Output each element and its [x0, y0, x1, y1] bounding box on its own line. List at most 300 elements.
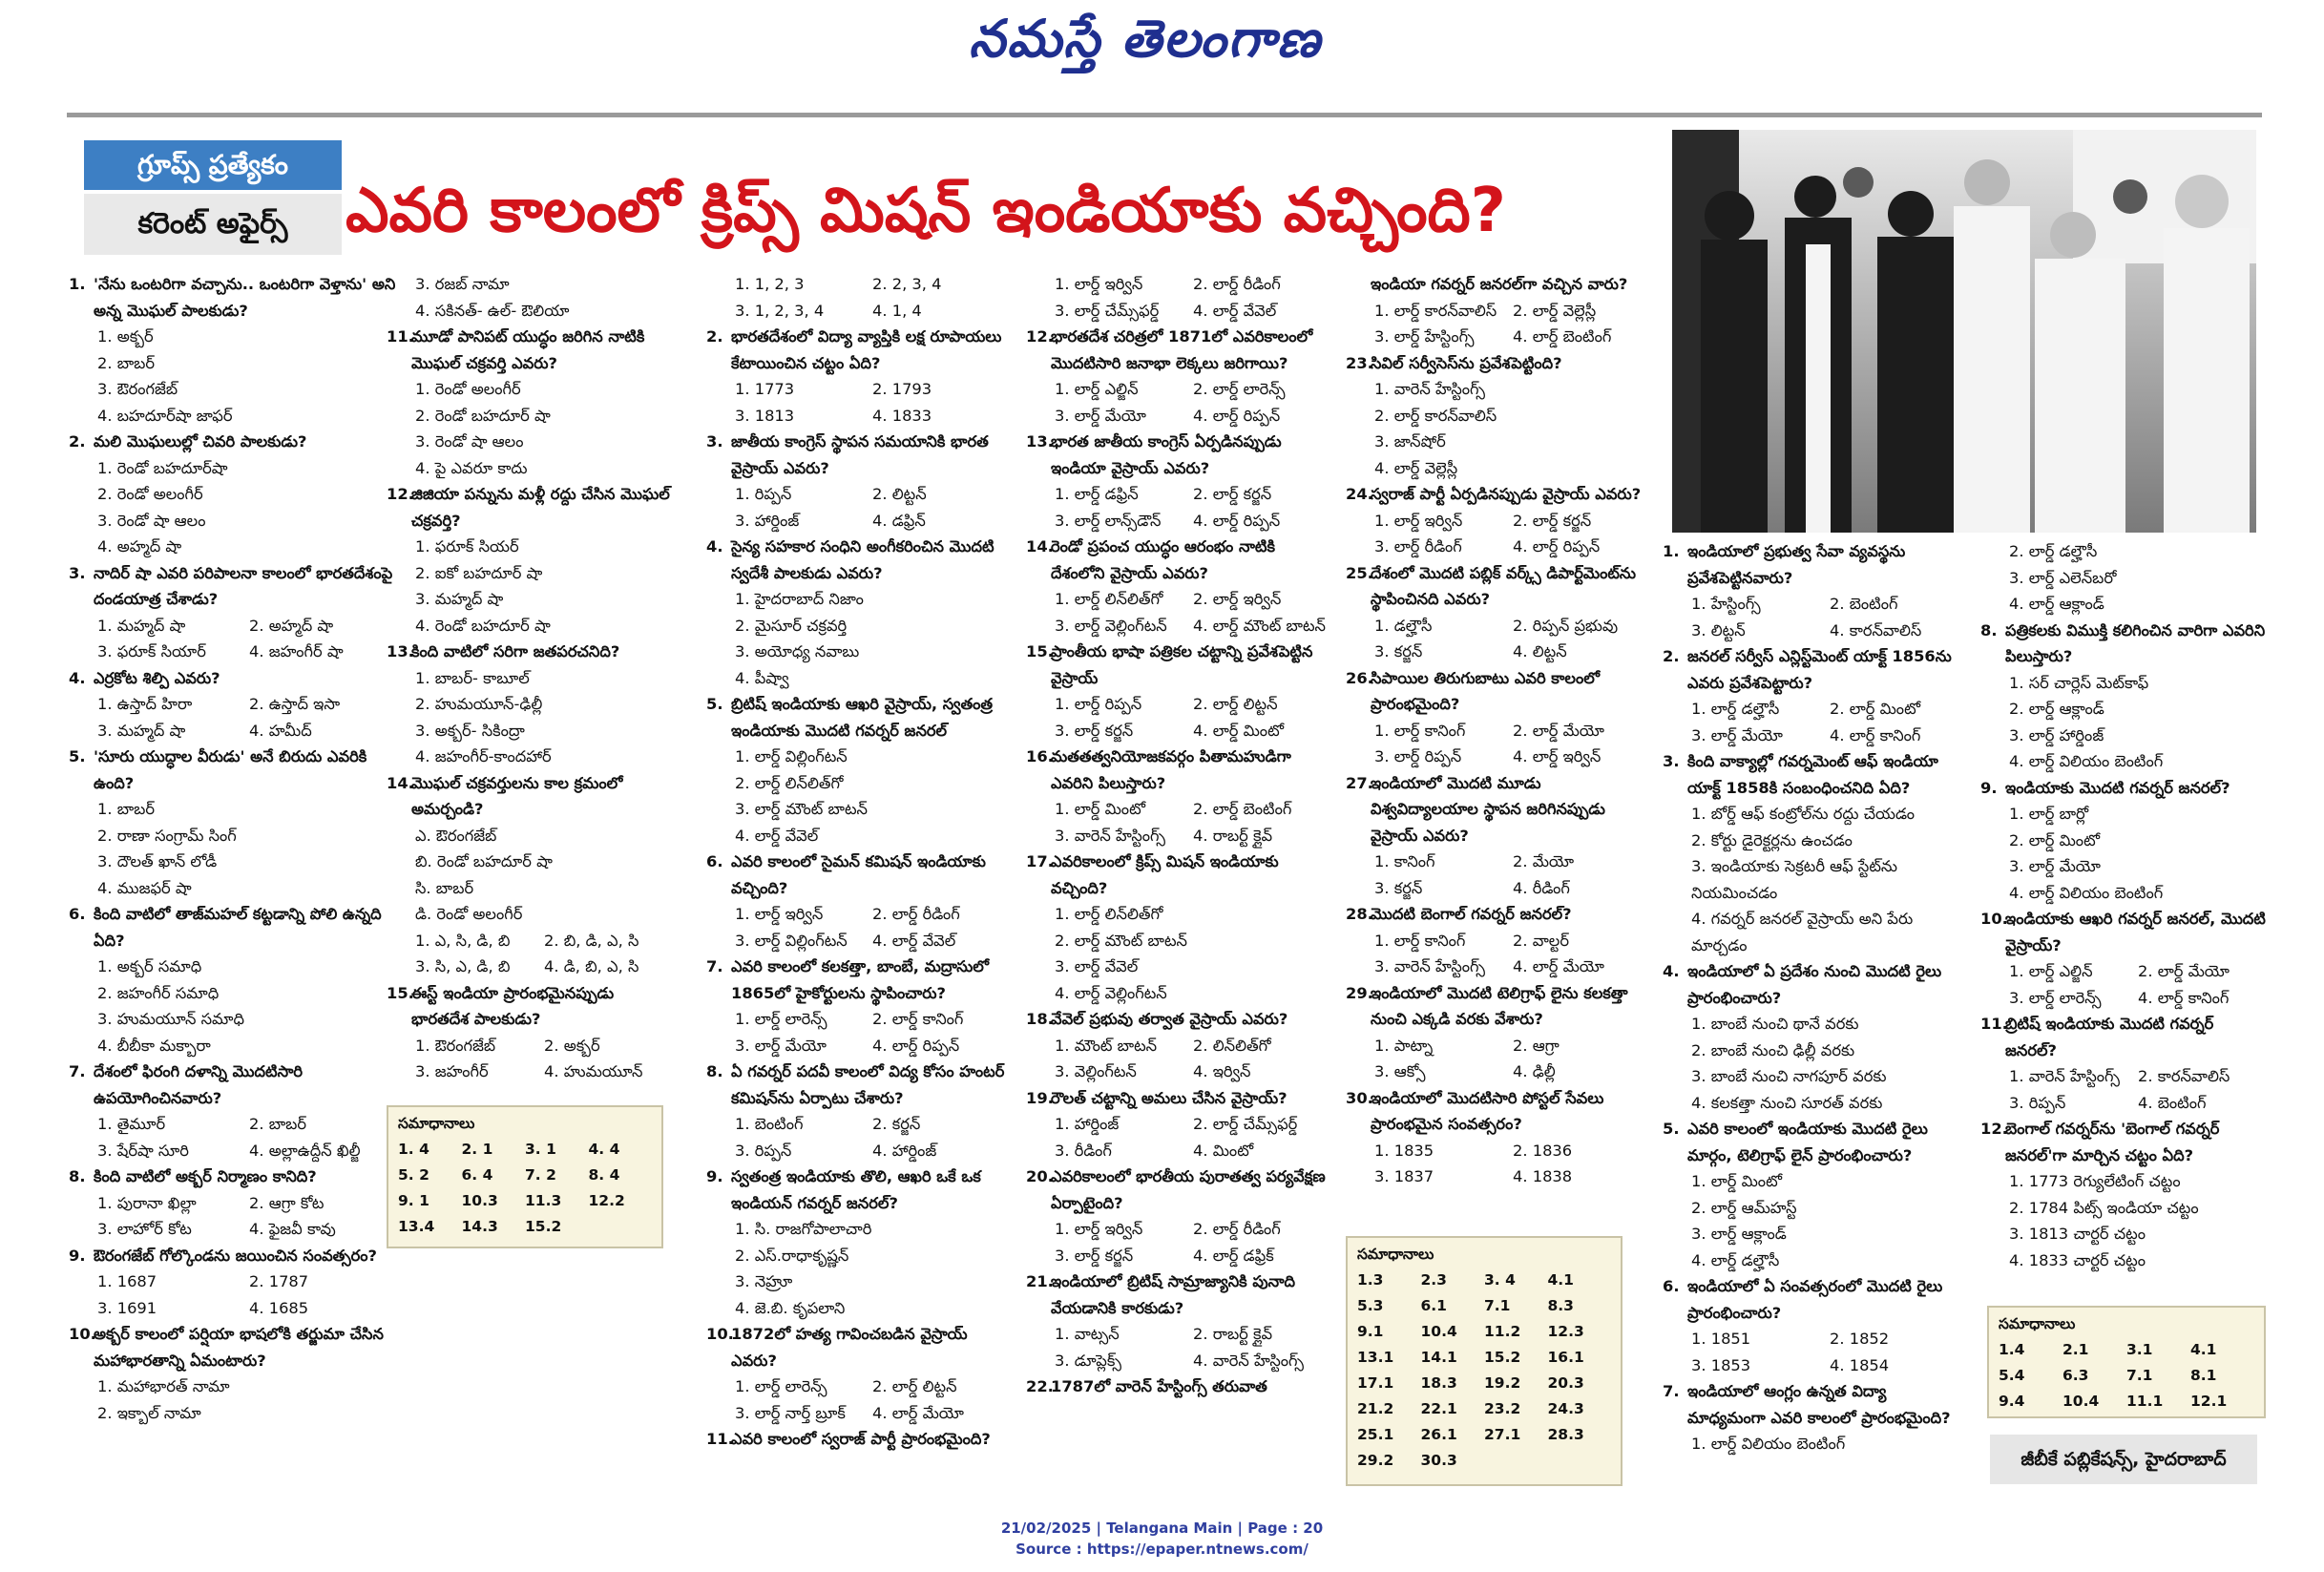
question-number: 8.: [69, 1167, 86, 1185]
option: 4. లార్డ్ వెల్లెస్లీ: [1374, 458, 1458, 477]
option: 3. లార్డ్ వెల్లింగ్‌టన్: [1055, 616, 1167, 635]
options: [706, 1111, 1010, 1163]
question-text: ఇండియాలో బ్రిటిష్ సామ్రాజ్యానికి పునాది వేయడానికి కారకుడు?: [1051, 1272, 1295, 1317]
question: [1346, 770, 1651, 849]
option: 2. రెండో బహదూర్ షా: [415, 406, 551, 425]
question-text: భారతదేశంలో విద్యా వ్యాప్తికి లక్ష రూపాయలు కేటాయించిన చట్టం ఏది?: [731, 327, 1002, 372]
option: 4. లార్డ్ రిప్పన్: [872, 1036, 960, 1055]
question: [387, 770, 673, 823]
answer-cell: 2. 1: [461, 1141, 493, 1158]
answers-title: సమాధానాలు: [1357, 1246, 1434, 1263]
answer-cell: 23.2: [1484, 1400, 1521, 1417]
answer-cell: 6. 4: [461, 1166, 493, 1184]
option: 2. 1793: [872, 380, 932, 398]
question-number: 19.: [1026, 1088, 1054, 1107]
question-number: 27.: [1346, 773, 1373, 792]
question: [1346, 1085, 1651, 1138]
option: 2. లిట్టన్: [872, 485, 927, 503]
question-number: 14.: [387, 773, 414, 792]
option: 1. లార్డ్ బార్లో: [2009, 805, 2089, 823]
question: [1026, 1268, 1331, 1321]
answer-cell: 5.3: [1357, 1297, 1384, 1314]
answer-cell: [589, 1214, 653, 1240]
option: 4. వారెన్ హేస్టింగ్స్: [1193, 1351, 1304, 1370]
option: 3. బాంబే నుంచి నాగపూర్ వరకు: [1691, 1067, 1887, 1085]
answer-cell: 1. 4: [398, 1141, 429, 1158]
option: 1. వారెన్ హేస్టింగ్స్: [1374, 380, 1485, 398]
question: [1980, 775, 2267, 802]
option: 1. బెంటింగ్: [735, 1115, 804, 1133]
question: [1663, 1378, 1968, 1431]
question-number: 2.: [69, 432, 86, 451]
question-text: ఎవరి కాలంలో కలకత్తా, బాంబే, మద్రాసులో 1865లో హైకోర్టులను స్థాపించారు?: [731, 957, 990, 1002]
text-column-2: [387, 271, 673, 1085]
footer-date-line: 21/02/2025 | Telangana Main | Page : 20: [1000, 1520, 1324, 1537]
question: [1980, 618, 2267, 670]
option: 4. లార్డ్ వేవెల్: [1193, 301, 1277, 320]
question: [706, 691, 1010, 744]
question-text: మలి మొఘలుల్లో చివరి పాలకుడు?: [94, 432, 307, 451]
option: 2. ఐకో బహదూర్ షా: [415, 563, 543, 582]
option: 3. 1853: [1691, 1355, 1751, 1374]
answer-cell: 1.3: [1357, 1271, 1384, 1289]
option: 4. ఫైజవీ కావు: [249, 1220, 336, 1238]
question-text: మూడో పానిపట్ యుద్ధం జరిగిన నాటికి మొఘల్ చక్రవర్తి ఎవరు?: [411, 327, 645, 372]
option: 4. పీష్వా: [735, 668, 789, 687]
question-number: 1.: [1663, 542, 1680, 560]
option: 1. మహాభారత్ నామా: [97, 1377, 230, 1395]
options: [706, 376, 1010, 429]
options: [1663, 696, 1968, 748]
option: 4. 1685: [249, 1298, 309, 1317]
option: 4. డి, బి, ఎ, సి: [544, 957, 639, 975]
question: [1346, 350, 1651, 377]
question: [69, 271, 401, 324]
question: [1663, 748, 1968, 801]
answer-cell: 15.2: [1484, 1349, 1521, 1366]
option: 3. లార్డ్ హార్డింజ్: [2009, 725, 2104, 744]
option: 4. అల్లాఉద్దీన్ ఖిల్జీ: [249, 1141, 361, 1160]
options: [706, 1373, 1010, 1426]
options: [706, 1006, 1010, 1058]
answers-title: సమాధానాలు: [398, 1115, 475, 1132]
options: [1980, 801, 2267, 906]
question-number: 3.: [706, 432, 723, 451]
option: 3. అయోధ్య నవాబు: [735, 642, 860, 660]
footer-source-link[interactable]: Source : https://epaper.ntnews.com/: [1015, 1541, 1309, 1558]
option: 3. లిట్టన్: [1691, 620, 1746, 639]
answer-cell: 29.2: [1357, 1452, 1394, 1469]
masthead-logo: నమస్తే తెలంగాణ: [969, 8, 1322, 69]
option: 4. లార్డ్ రిప్పన్: [1193, 406, 1281, 425]
option: 1. లార్డ్ ఇర్విన్: [1055, 275, 1143, 293]
options: [706, 271, 1010, 324]
answer-cell: 7.1: [1484, 1297, 1511, 1314]
option: 4. పై ఎవరూ కాదు: [415, 458, 528, 477]
option: 4. బహదూర్‌షా జాఫర్: [97, 406, 233, 425]
option: 1. కానింగ్: [1374, 852, 1435, 870]
option: 4. కారన్‌వాలిస్: [1830, 620, 1922, 639]
answer-cell: 2.1: [2062, 1341, 2089, 1358]
option: 4. లార్డ్ మేయో: [872, 1403, 964, 1422]
option: 2. లార్డ్ లిట్టన్: [1193, 695, 1278, 713]
options: [1346, 376, 1651, 481]
question-number: 12.: [387, 485, 414, 503]
question-text: ఇండియాకు ఆఖరి గవర్నర్ జనరల్, మొదటి వైస్రాయ్?: [2005, 910, 2266, 954]
options: [69, 691, 401, 744]
option: 2. లార్డ్ కానింగ్: [872, 1010, 964, 1028]
option: 3. లార్డ్ కర్జన్: [1055, 721, 1134, 740]
question-number: 11.: [706, 1430, 734, 1448]
answer-cell: 3. 4: [1484, 1271, 1516, 1289]
option: 4. లార్డ్ విలియం బెంటింగ్: [2009, 883, 2164, 902]
question-number: 4.: [69, 668, 86, 687]
options: [1026, 481, 1331, 534]
option: 2. ఇక్బాల్ నామా: [97, 1403, 201, 1422]
option: 4. లార్డ్ ఇర్విన్: [1513, 747, 1602, 765]
question-number: 10.: [1980, 910, 2008, 928]
option: 2. రిప్పన్ ప్రభువు: [1513, 616, 1619, 635]
text-column-1: [69, 271, 401, 1426]
option: 3. రజబ్ నామా: [415, 275, 510, 293]
question-number: 3.: [69, 563, 86, 582]
option: 3. జాన్‌షోర్: [1374, 432, 1446, 451]
question-text: దేశంలో ఫిరంగి దళాన్ని మొదటిసారి ఉపయోగించినవారు?: [94, 1062, 304, 1107]
option: 2. లార్డ్ మింటో: [2009, 830, 2100, 849]
option: 1. హేస్టింగ్స్: [1691, 595, 1761, 613]
question: [706, 1321, 1010, 1373]
question-text: నాదిర్ షా ఎవరి పరిపాలనా కాలంలో భారతదేశంపై దండయాత్ర చేశాడు?: [94, 563, 393, 608]
option: 3. లార్డ్ కర్జన్: [1055, 1246, 1134, 1265]
question-number: 18.: [1026, 1010, 1054, 1028]
answers-grid: [1357, 1268, 1611, 1474]
question-text: రౌలత్ చట్టాన్ని అమలు చేసిన వైస్రాయ్?: [1051, 1088, 1288, 1107]
answer-cell: 19.2: [1484, 1374, 1521, 1392]
answer-cell: 30.3: [1420, 1452, 1457, 1469]
option: 4. లార్డ్ మౌంట్ బాటన్: [1193, 616, 1326, 635]
question-text: సైన్య సహకార సంధిని అంగీకరించిన మొదటి స్వదేశీ పాలకుడు ఎవరు?: [731, 537, 995, 582]
options: [1026, 796, 1331, 849]
answer-box-2: [1346, 1236, 1623, 1486]
option: 3. జహంగీర్: [415, 1062, 489, 1080]
options: [1346, 613, 1651, 665]
option: 4. లార్డ్ ఆక్లాండ్: [2009, 595, 2104, 613]
question: [387, 639, 673, 665]
option: 1. మహ్మద్ షా: [97, 616, 186, 635]
option: 2. లార్డ్ రీడింగ్: [1193, 1220, 1281, 1238]
group-photo-illustration: [1672, 130, 2256, 533]
text-column-4: [1026, 271, 1331, 1400]
question-text: సివిల్ సర్వీసెస్‌ను ప్రవేశపెట్టింది?: [1371, 353, 1562, 372]
answer-cell: 27.1: [1484, 1426, 1521, 1443]
question: [706, 1163, 1010, 1216]
question: [1346, 665, 1651, 718]
question-text: ఎవరి కాలంలో స్వరాజ్ పార్టీ ప్రారంభమైంది?: [731, 1430, 991, 1448]
option: 1. తైమూర్: [97, 1115, 166, 1133]
options: [706, 586, 1010, 691]
text-column-7: [1980, 538, 2267, 1273]
options: [1980, 1168, 2267, 1273]
option: 2. రాణా సంగ్రామ్ సింగ్: [97, 826, 237, 845]
options: [1346, 1033, 1651, 1085]
option: 4. జె.బి. కృపలాని: [735, 1298, 846, 1317]
option: 2. రాబర్ట్ క్లైవ్: [1193, 1325, 1273, 1343]
options: [1026, 1033, 1331, 1085]
options: [1663, 1011, 1968, 1116]
option: 1. హార్డింజ్: [1055, 1115, 1120, 1133]
options: [1026, 691, 1331, 744]
option: 1. సర్ చార్లెస్ మెట్‌కాఫ్: [2009, 673, 2149, 692]
question-number: 10.: [706, 1325, 734, 1343]
question-number: 24.: [1346, 485, 1373, 503]
options: [1980, 538, 2267, 618]
option: 2. అహ్మద్ షా: [249, 616, 334, 635]
option: డి. రెండో అలంగీర్: [415, 905, 523, 923]
options: [69, 324, 401, 429]
option: 1. 1, 2, 3: [735, 275, 805, 293]
question-number: 7.: [706, 957, 723, 975]
option: 3. లాహోర్ కోట: [97, 1220, 192, 1238]
option: 3. 1691: [97, 1298, 157, 1317]
answer-cell: 4. 4: [588, 1141, 620, 1158]
question-text: బ్రిటిష్ ఇండియాకు ఆఖరి వైస్రాయ్, స్వతంత్ర ఇండియాకు మొదటి గవర్నర్ జనరల్: [731, 695, 994, 740]
options: [1980, 1063, 2267, 1116]
option: 1. 1773 రెగ్యులేటింగ్ చట్టం: [2009, 1172, 2181, 1190]
option: 4. ఢిల్లీ: [1513, 1062, 1556, 1080]
option: 3. లార్డ్ మేయో: [735, 1036, 827, 1055]
options: [1346, 928, 1651, 980]
question-text: అక్బర్ కాలంలో పర్షియా భాషలోకి తర్జుమా చేసిన మహాభారతాన్ని ఏమంటారు?: [94, 1325, 384, 1370]
question-number: 3.: [1663, 752, 1680, 770]
answer-cell: 14.3: [461, 1218, 498, 1235]
option: 4. లార్డ్ డల్హౌసీ: [1691, 1250, 1780, 1269]
option: 3. లార్డ్ విల్లింగ్‌టన్: [735, 931, 848, 950]
options: [1663, 801, 1968, 958]
options: [69, 455, 401, 560]
answer-cell: 16.1: [1547, 1349, 1584, 1366]
options: [1663, 591, 1968, 643]
answer-cell: 10.4: [1420, 1323, 1457, 1340]
option: 1. లార్డ్ ఎల్జిన్: [1055, 380, 1139, 398]
question: [387, 980, 673, 1033]
answer-cell: 13.1: [1357, 1349, 1394, 1366]
option: 3. లార్డ్ మేయో: [2009, 857, 2101, 875]
question-number: 7.: [1663, 1382, 1680, 1400]
question-number: 12.: [1026, 327, 1054, 346]
answer-cell: 9. 1: [398, 1192, 429, 1209]
question: [706, 429, 1010, 481]
options: [69, 613, 401, 665]
option: 1. లార్డ్ లిన్‌లిత్‌గో: [1055, 590, 1163, 608]
option: 1. 1687: [97, 1272, 157, 1290]
question-number: 6.: [1663, 1277, 1680, 1295]
option: 2. కర్జన్: [872, 1115, 921, 1133]
option: 1. రిప్పన్: [735, 485, 792, 503]
options: [387, 665, 673, 770]
question: [706, 324, 1010, 376]
option: 2. 2, 3, 4: [872, 275, 942, 293]
option: 2. అక్బర్: [544, 1036, 600, 1055]
question-number: 5.: [1663, 1120, 1680, 1138]
option: 4. 1833 చార్టర్ చట్టం: [2009, 1250, 2146, 1269]
option: 4. ముజఫర్ షా: [97, 878, 192, 897]
question-number: 4.: [706, 537, 723, 555]
question-text: ఇండియాలో ఏ ప్రదేశం నుంచి మొదటి రైలు ప్రారంభించారు?: [1687, 962, 1942, 1007]
options: [1346, 1138, 1651, 1190]
option: 2. వాల్టర్: [1513, 931, 1569, 950]
options: [387, 271, 673, 324]
answer-box-1: [387, 1105, 663, 1248]
option: 3. లార్డ్ లాన్స్‌డౌన్: [1055, 511, 1162, 530]
question-number: 30.: [1346, 1088, 1373, 1107]
option: 4. డఫ్రిన్: [872, 511, 926, 530]
options: [69, 796, 401, 901]
option: 1. లార్డ్ మింటో: [1691, 1172, 1782, 1190]
answer-cell: 10.3: [461, 1192, 498, 1209]
options: [1346, 718, 1651, 770]
question-number: 9.: [69, 1246, 86, 1265]
text-column-3: [706, 271, 1010, 1453]
option: 2. లార్డ్ రీడింగ్: [1193, 275, 1281, 293]
options: [1026, 1321, 1331, 1373]
option: 4. బీబీకా మక్బారా: [97, 1036, 211, 1055]
option: 4. రీడింగ్: [1513, 878, 1570, 897]
option: 2. లార్డ్ ఆమ్‌హస్ట్: [1691, 1198, 1797, 1217]
option: 1. లార్డ్ విల్లింగ్‌టన్: [735, 747, 848, 765]
option: 2. లార్డ్ రీడింగ్: [872, 905, 960, 923]
option: 2. లార్డ్ వెల్లెస్లీ: [1513, 301, 1597, 320]
question-number: 2.: [1663, 647, 1680, 665]
option: 1. లార్డ్ ఇర్విన్: [1055, 1220, 1143, 1238]
answer-cell: 28.3: [1547, 1426, 1584, 1443]
option: 1. లార్డ్ విలియం బెంటింగ్: [1691, 1435, 1846, 1453]
option: 4. లార్డ్ డఫ్రిక్: [1193, 1246, 1274, 1265]
option: 3. లార్డ్ నార్త్ బ్రూక్: [735, 1403, 846, 1422]
question-number: 12.: [1980, 1120, 2008, 1138]
option: 3. డూప్లెక్స్: [1055, 1351, 1121, 1370]
option: 3. లార్డ్ రిప్పన్: [1374, 747, 1462, 765]
option: 3. వెల్లింగ్‌టన్: [1055, 1062, 1137, 1080]
option: 2. ఎస్.రాధాకృష్ణన్: [735, 1246, 849, 1265]
option: 1. వాట్సన్: [1055, 1325, 1120, 1343]
question-number: 15.: [387, 983, 414, 1002]
question: [69, 1058, 401, 1111]
question-text: కింది వాక్యాల్లో గవర్నమెంట్ ఆఫ్ ఇండియా యాక్ట్ 1858కి సంబంధించనిది ఏది?: [1687, 752, 1938, 797]
option: 2. హుమయూన్-ఢిల్లీ: [415, 695, 543, 713]
option: 1. వారెన్ హేస్టింగ్స్: [2009, 1067, 2120, 1085]
question: [706, 1426, 1010, 1453]
option: 2. 1836: [1513, 1141, 1573, 1160]
option: 3. 1813 చార్టర్ చట్టం: [2009, 1225, 2146, 1243]
question: [1026, 1085, 1331, 1112]
option: 1. బోర్డ్ ఆఫ్ కంట్రోల్‌ను రద్దు చేయడం: [1691, 805, 1916, 823]
question-text: కింది వాటిలో అక్బర్ నిర్మాణం కానిది?: [94, 1167, 317, 1185]
options: [1346, 849, 1651, 901]
option: 3. లార్డ్ మౌంట్ బాటన్: [735, 800, 868, 818]
answer-cell: 5.4: [1999, 1367, 2025, 1384]
question-text: ప్రాంతీయ భాషా పత్రికల చట్టాన్ని ప్రవేశపెట్టిన వైస్రాయ్: [1051, 642, 1313, 687]
question-number: 8.: [706, 1062, 723, 1080]
option: 4. లిట్టన్: [1513, 642, 1567, 660]
options: [1980, 958, 2267, 1011]
question: [1026, 429, 1331, 481]
option: 1. ఫరూక్ సియర్: [415, 537, 519, 555]
answer-cell: 17.1: [1357, 1374, 1394, 1392]
option: 3. షేర్‌షా సూరి: [97, 1141, 189, 1160]
option: 3. 1813: [735, 406, 795, 425]
option: 1. బాబర్- కాబూల్: [415, 668, 530, 687]
option: 4. లార్డ్ విలియం బెంటింగ్: [2009, 752, 2164, 770]
question: [706, 1058, 1010, 1111]
question-text: మతతత్వనియోజకవర్గం పితామహుడిగా ఎవరిని పిలుస్తారు?: [1051, 747, 1291, 792]
option: 4. సకినత్- ఉల్- ఔలియా: [415, 301, 570, 320]
question-text: మొదటి బెంగాల్ గవర్నర్ జనరల్?: [1371, 905, 1572, 923]
option: 2. లార్డ్ చేమ్స్‌ఫర్డ్: [1193, 1115, 1298, 1133]
answer-cell: 12.2: [588, 1192, 625, 1209]
option: 1. లార్డ్ కానింగ్: [1374, 931, 1466, 950]
answer-cell: 24.3: [1547, 1400, 1584, 1417]
answer-cell: 9.4: [1999, 1393, 2025, 1410]
answer-cell: 11.2: [1484, 1323, 1521, 1340]
option: 4. కలకత్తా నుంచి సూరత్ వరకు: [1691, 1093, 1883, 1112]
option: 1. లార్డ్ రిప్పన్: [1055, 695, 1142, 713]
question-number: 6.: [69, 905, 86, 923]
option: 1. లార్డ్ కానింగ్: [1374, 721, 1466, 740]
option: 2. లార్డ్ కర్జన్: [1193, 485, 1272, 503]
option: 3. లార్డ్ హేస్టింగ్స్: [1374, 327, 1475, 346]
question: [1346, 560, 1651, 613]
question-text: దేశంలో మొదటి పబ్లిక్ వర్క్స్ డిపార్ట్‌మెంట్‌ను స్థాపించినది ఎవరు?: [1371, 563, 1636, 608]
question-text: సిపాయిల తిరుగుబాటు ఎవరి కాలంలో ప్రారంభమైంది?: [1371, 668, 1600, 713]
option: 1. పురానా ఖిల్లా: [97, 1193, 197, 1212]
option: 1. అక్బర్: [97, 327, 154, 346]
option: 3. హార్డింజ్: [735, 511, 800, 530]
options: [1026, 901, 1331, 1006]
question-number: 6.: [706, 852, 723, 870]
option: 3. లార్డ్ లారెన్స్: [2009, 988, 2102, 1007]
historical-photo: [1672, 130, 2256, 533]
options: [1663, 1168, 1968, 1273]
question: [69, 1163, 401, 1190]
question-text: ఎవరికాలంలో క్రిప్స్ మిషన్ ఇండియాకు వచ్చింది?: [1051, 852, 1279, 897]
options: [1663, 1431, 1968, 1457]
answer-cell: 9.1: [1357, 1323, 1384, 1340]
option: 3. నెహ్రూ: [735, 1272, 793, 1290]
option: 2. కారన్‌వాలిస్: [2138, 1067, 2230, 1085]
page-footer: [0, 1518, 2324, 1560]
question-number: 11.: [387, 327, 414, 346]
question: [69, 665, 401, 692]
option: 1. అక్బర్ సమాధి: [97, 957, 202, 975]
options: [69, 954, 401, 1058]
option: 2. మేయో: [1513, 852, 1575, 870]
option: 1. ఎ, సి, డి, బి: [415, 931, 511, 950]
option: 1. రెండో బహదూర్‌షా: [97, 458, 228, 477]
question-text: బ్రిటిష్ ఇండియాకు మొదటి గవర్నర్ జనరల్?: [2005, 1015, 2214, 1059]
option: 2. లార్డ్ కారన్‌వాలిస్: [1374, 406, 1497, 425]
option: 3. హుమయూన్ సమాధి: [97, 1010, 245, 1028]
question: [1026, 534, 1331, 586]
option: 1. హైదరాబాద్ నిజాం: [735, 590, 864, 608]
options: [1026, 1216, 1331, 1268]
question-text: పత్రికలకు విముక్తి కలిగించిన వారిగా ఎవరిని పిలుస్తారు?: [2005, 620, 2266, 665]
question: [1026, 849, 1331, 901]
options: [706, 901, 1010, 954]
option: 1. సి. రాజగోపాలాచారి: [735, 1220, 872, 1238]
option: 3. ఔరంగజేబ్: [97, 380, 178, 398]
answers-grid: [1999, 1337, 2254, 1415]
option: 1. ఔరంగజేబ్: [415, 1036, 496, 1055]
